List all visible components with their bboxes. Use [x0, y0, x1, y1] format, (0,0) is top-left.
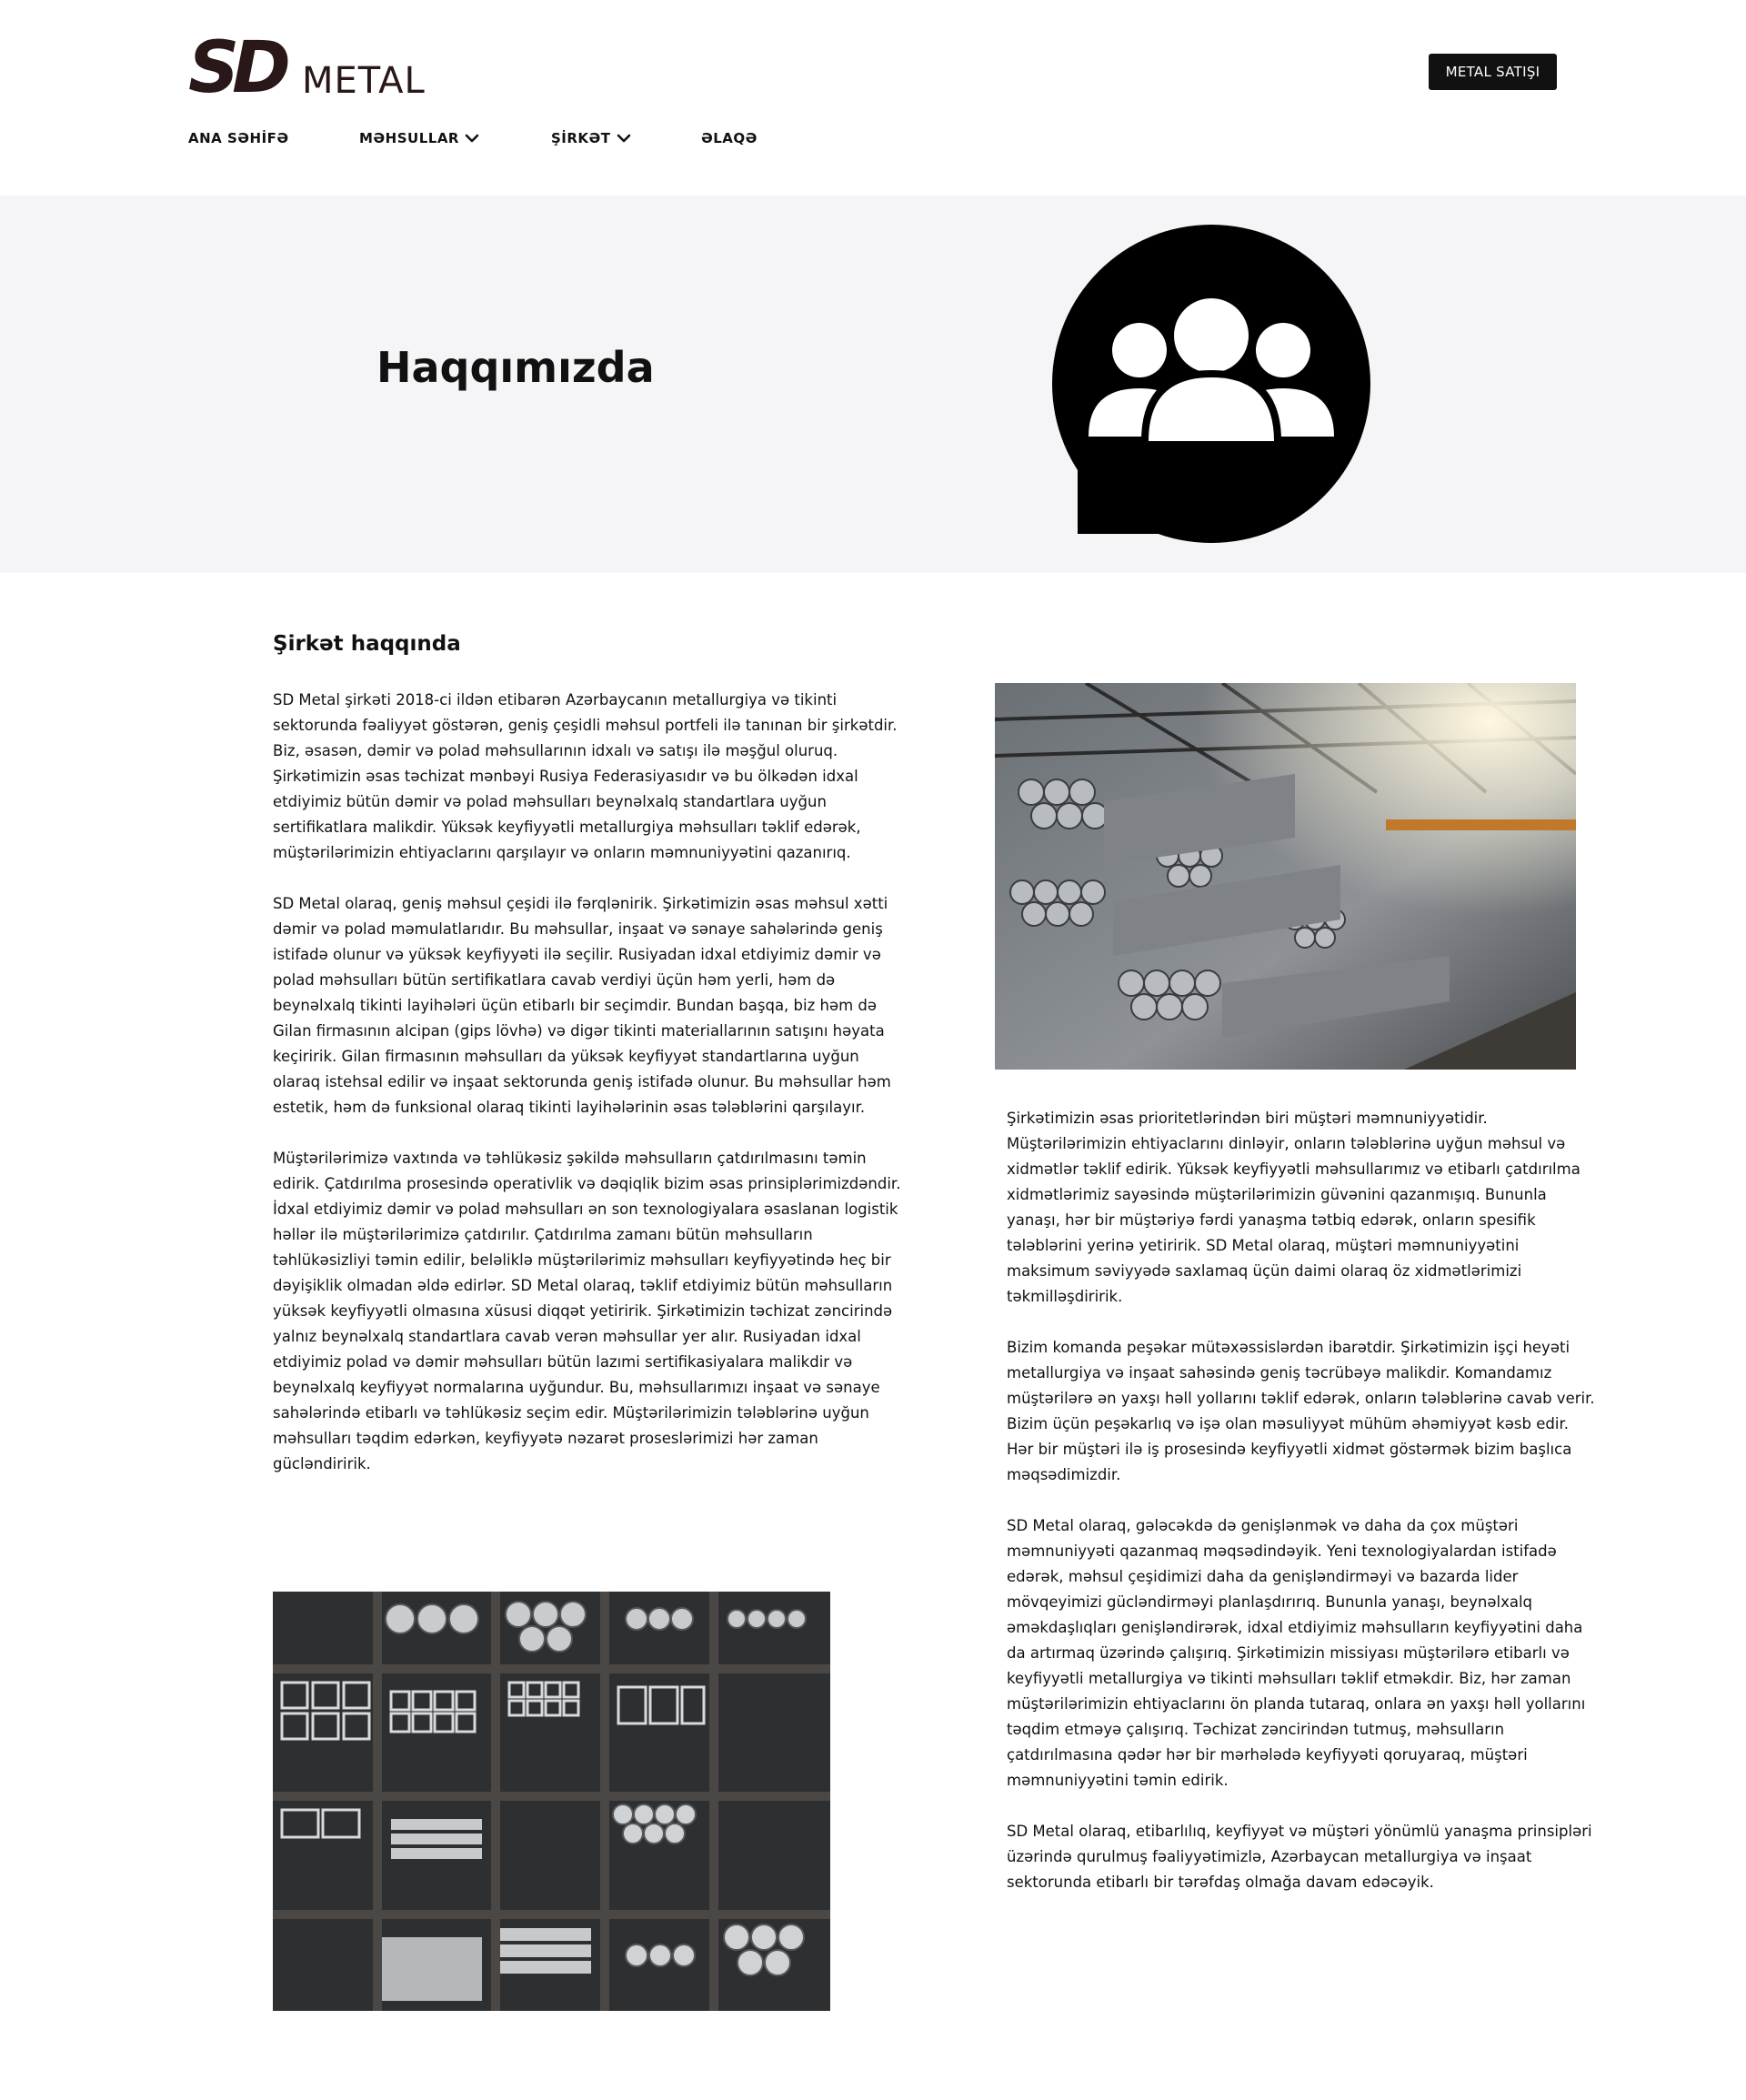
page-title: Haqqımızda	[376, 343, 655, 392]
paragraph: Bizim komanda peşəkar mütəxəssislərdən ibarətdir. Şirkətimizin işçi heyəti metallurgiya və inşaat sahəsində geniş təcrübəyə malikdir. Komandamız müştərilərə ən yaxşı həll yollarını təklif edərək, onların tələblərinə cavab verir. Bizim üçün peşəkarlıq və işə olan məsuliyyət mühüm əhəmiyyət kəsb edir. Hər bir müştəri ilə iş prosesində keyfiyyətli xidmət göstərmək bizim başlıca məqsədimizdir.	[1007, 1339, 1595, 1483]
paragraph: Şirkətimizin əsas prioritetlərindən biri müştəri məmnuniyyətidir. Müştərilərimizin ehtiyaclarını dinləyir, onların tələblərinə uyğun məhsul və xidmətlər təklif edirik. Yüksək keyfiyyətli məhsullarımız və etibarlı çatdırılma xidmətlərimiz sayəsində müştərilərimizin güvənini qazanmışıq. Bununla yanaşı, hər bir müştəriyə fərdi yanaşma tətbiq edərək, onların spesifik tələblərini yerinə yetiririk. SD Metal olaraq, müştəri məmnuniyyətini maksimum səviyyədə saxlamaq üçün daimi olaraq öz xidmətlərimizi təkmilləşdiririk.	[1007, 1110, 1580, 1305]
section-title: Şirkət haqqında	[273, 632, 461, 656]
nav-item-label: ƏLAQƏ	[701, 130, 758, 146]
about-text-right	[1007, 1106, 1598, 1921]
nav-item-contact[interactable]	[701, 130, 758, 146]
nav-item-company[interactable]	[551, 130, 631, 146]
site-logo[interactable]	[188, 27, 443, 109]
paragraph: SD Metal şirkəti 2018-ci ildən etibarən Azərbaycanın metallurgiya və tikinti sektorunda fəaliyyət göstərən, geniş çeşidli məhsul portfeli ilə tanınan bir şirkətdir. Biz, əsasən, dəmir və polad məhsullarının idxalı və satışı ilə məşğul oluruq. Şirkətimizin əsas təchizat mənbəyi Rusiya Federasiyasıdır və bu ölkədən idxal etdiyimiz bütün dəmir və polad məhsulları beynəlxalq standartlara uyğun sertifikatlara malikdir. Yüksək keyfiyyətli metallurgiya məhsulları təklif edərək, müştərilərimizin ehtiyaclarını qarşılayır və onların məmnuniyyətini qazanırıq.	[273, 691, 898, 861]
site-header	[0, 0, 1746, 196]
nav-item-label: MƏHSULLAR	[359, 130, 459, 146]
metal-sales-button[interactable]: METAL SATIŞI	[1429, 54, 1557, 90]
chevron-down-icon	[617, 133, 631, 144]
warehouse-photo	[995, 683, 1576, 1070]
logo-wordmark: METAL	[302, 60, 426, 102]
nav-item-label: ŞİRKƏT	[551, 130, 611, 146]
nav-item-label: ANA SƏHİFƏ	[188, 130, 289, 146]
team-chat-bubble-icon	[1050, 223, 1373, 546]
metal-shelves-photo	[273, 1592, 830, 2011]
chevron-down-icon	[465, 133, 479, 144]
paragraph: SD Metal olaraq, gələcəkdə də genişlənmək və daha da çox müştəri məmnuniyyəti qazanmaq məqsədindəyik. Yeni texnologiyalardan istifadə edərək, məhsul çeşidimizi daha da genişləndirməyi və bazarda lider mövqeyimizi gücləndirməyi planlaşdırırıq. Bununla yanaşı, beynəlxalq əməkdaşlıqları genişləndirərək, idxal etdiyimiz məhsulların keyfiyyətini daha da artırmaq üzərində çalışırıq. Şirkətimizin missiyası müştərilərə etibarlı və keyfiyyətli metallurgiya və tikinti məhsulları təklif etməkdir. Biz, hər zaman müştərilərimizin ehtiyaclarını ön planda tutaraq, onlara ən yaxşı həll yollarını təqdim etməyə çalışırıq. Təchizat zəncirindən tutmuş, məhsulların çatdırılmasına qədər hər bir mərhələdə keyfiyyəti qoruyaraq, müştəri məmnuniyyətini təmin edirik.	[1007, 1517, 1586, 1789]
paragraph: SD Metal olaraq, geniş məhsul çeşidi ilə fərqlənirik. Şirkətimizin əsas məhsul xətti dəmir və polad məmulatlarıdır. Bu məhsullar, inşaat və sənaye sahələrində geniş istifadə olunur və yüksək keyfiyyəti ilə seçilir. Rusiyadan idxal etdiyimiz dəmir və polad məhsulları bütün sertifikatlara cavab verdiyi üçün həm yerli, həm də beynəlxalq tikinti layihələri üçün etibarlı bir seçimdir. Bundan başqa, biz həm də Gilan firmasının alcipan (gips lövhə) və digər tikinti materiallarının satışını həyata keçiririk. Gilan firmasının məhsulları da yüksək keyfiyyət standartlarına uyğun olaraq istehsal edilir və inşaat sektorunda geniş istifadə olunur. Bu məhsullar həm estetik, həm də funksional olaraq tikinti layihələrinin əsas tələblərini qarşılayır.	[273, 895, 891, 1116]
logo-mark: SD	[188, 27, 284, 109]
hero-banner	[0, 196, 1746, 573]
about-text-left	[273, 688, 909, 1502]
paragraph: SD Metal olaraq, etibarlılıq, keyfiyyət və müştəri yönümlü yanaşma prinsipləri üzərində qurulmuş fəaliyyətimizlə, Azərbaycan metallurgiya və inşaat sektorunda etibarlı bir tərəfdaş olmağa davam edəcəyik.	[1007, 1823, 1592, 1891]
nav-item-products[interactable]	[359, 130, 479, 146]
nav-item-home[interactable]	[188, 130, 289, 146]
paragraph: Müştərilərimizə vaxtında və təhlükəsiz şəkildə məhsulların çatdırılmasını təmin edirik. Çatdırılma prosesində operativlik və dəqiqlik bizim əsas prinsiplərimizdəndir. İdxal etdiyimiz dəmir və polad məhsulları ən son texnologiyalara əsaslanan logistik həllər ilə müştərilərimizə çatdırılır. Çatdırılma zamanı bütün məhsulların təhlükəsizliyi təmin edilir, beləliklə müştərilərimiz məhsulları keyfiyyətində heç bir dəyişiklik olmadan əldə edirlər. SD Metal olaraq, təklif etdiyimiz bütün məhsulların yüksək keyfiyyətli olmasına xüsusi diqqət yetiririk. Şirkətimizin təchizat zəncirində yalnız beynəlxalq standartlara cavab verən məhsullar yer alır. Rusiyadan idxal etdiyimiz polad və dəmir məhsulları bütün lazımi sertifikasiyalara malikdir və beynəlxalq keyfiyyət normalarına uyğundur. Bu, məhsullarımızı inşaat və sənaye sahələrində etibarlı və təhlükəsiz seçim edir. Müştərilərimizin tələblərinə uyğun məhsulları təqdim edərkən, keyfiyyətə nəzarət proseslərimizi hər zaman gücləndiririk.	[273, 1150, 901, 1472]
